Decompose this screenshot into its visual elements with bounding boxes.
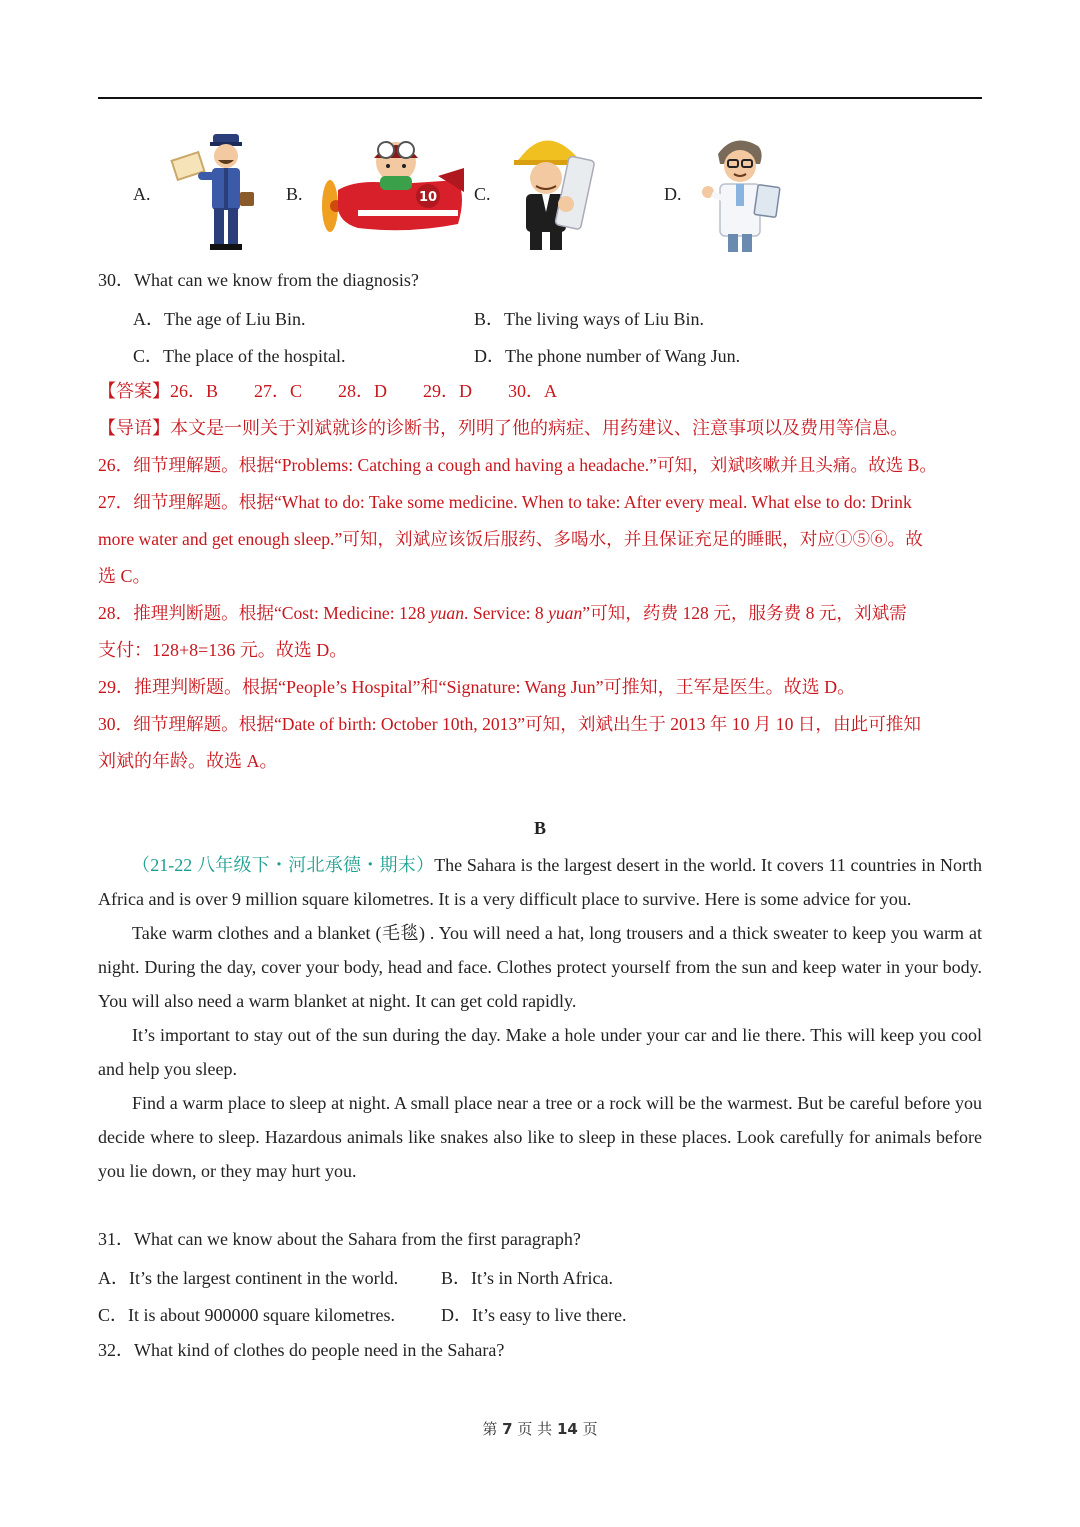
explanation-30-line-2: 刘斌的年龄。故选 A。 xyxy=(98,751,278,771)
option-d-label: D. xyxy=(664,184,682,204)
q31-option-a: A．It’s the largest continent in the world. xyxy=(98,1268,399,1288)
q31-question: 31．What can we know about the Sahara from the first paragraph? xyxy=(98,1229,581,1249)
pilot-plane-figure-icon xyxy=(318,128,468,256)
explanation-29: 29．推理判断题。根据“People’s Hospital”和“Signature: Wang Jun”可推知，王军是医生。故选 D。 xyxy=(98,677,856,697)
q31-option-d: D．It’s easy to live there. xyxy=(441,1305,627,1325)
e28-part-1: 28．推理判断题。根据“Cost: Medicine: 128 xyxy=(98,603,430,623)
q31-option-b: B．It’s in North Africa. xyxy=(441,1268,613,1288)
passage-paragraph-4: Find a warm place to sleep at night. A small place near a tree or a rock will be the warmest. But be careful before you decide where to sleep. Hazardous animals like snakes also like to sleep in these places. Look carefully for animals before you lie down, or they may hurt you. xyxy=(98,1093,982,1181)
footer-post: 页 xyxy=(582,1420,598,1438)
guide-line xyxy=(98,416,908,440)
explanation-27-line-2: more water and get enough sleep.”可知，刘斌应该饭后服药、多喝水，并且保证充足的睡眠，对应①⑤⑥。故 xyxy=(98,529,923,549)
guide-text: 本文是一则关于刘斌就诊的诊断书，列明了他的病症、用药建议、注意事项以及费用等信息。 xyxy=(170,418,908,438)
footer-total-pages: 14 xyxy=(556,1420,578,1438)
section-b-passage xyxy=(98,848,982,1188)
answer-text: 26．B 27．C 28．D 29．D 30．A xyxy=(170,381,558,401)
explanation-28-line-1 xyxy=(98,601,907,625)
explanation-28-line-2: 支付：128+8=136 元。故选 D。 xyxy=(98,640,348,660)
q30-question: 30．What can we know from the diagnosis? xyxy=(98,270,419,290)
q30-option-b: B．The living ways of Liu Bin. xyxy=(474,309,704,329)
passage-paragraph-1 xyxy=(98,848,982,916)
passage-paragraph-1-text: The Sahara is the largest desert in the world. It covers 11 countries in North Africa and is over 9 million square kilometres. It is a very difficult place to survive. Here is some advice for you. xyxy=(98,855,982,909)
plane-number: 10 xyxy=(418,190,438,205)
q30-option-c: C．The place of the hospital. xyxy=(133,346,346,366)
answer-tag: 【答案】 xyxy=(98,381,170,401)
explanation-26: 26．细节理解题。根据“Problems: Catching a cough and having a headache.”可知，刘斌咳嗽并且头痛。故选 B。 xyxy=(98,455,937,475)
option-a-label: A. xyxy=(133,184,151,204)
passage-source: （21-22 八年级下・河北承德・期末） xyxy=(132,855,435,875)
q30-option-d: D．The phone number of Wang Jun. xyxy=(474,346,741,366)
q32-question: 32．What kind of clothes do people need in the Sahara? xyxy=(98,1340,505,1360)
passage-paragraph-2: Take warm clothes and a blanket (毛毯) . You will need a hat, long trousers and a thick sweater to keep you warm at night. During the day, cover your body, head and face. Clothes protect yourself from the sun and keep water in your body. You will also need a warm blanket at night. It can get cold rapidly. xyxy=(98,923,982,1011)
footer-mid: 页 共 xyxy=(517,1420,553,1438)
option-b-label: B. xyxy=(286,184,303,204)
page-footer xyxy=(0,1418,1080,1439)
passage-paragraph-3: It’s important to stay out of the sun during the day. Make a hole under your car and lie there. This will keep you cool and help you sleep. xyxy=(98,1025,982,1079)
e28-part-2: . Service: 8 xyxy=(464,603,549,623)
option-c-label: C. xyxy=(474,184,491,204)
answer-line xyxy=(98,379,557,403)
builder-figure-icon xyxy=(506,128,598,256)
q30-option-a: A．The age of Liu Bin. xyxy=(133,309,306,329)
postman-figure-icon xyxy=(168,128,258,256)
explanation-30-line-1: 30．细节理解题。根据“Date of birth: October 10th, 2013”可知，刘斌出生于 2013 年 10 月 10 日，由此可推知 xyxy=(98,714,921,734)
explanation-27-line-1: 27．细节理解题。根据“What to do: Take some medicine. When to take: After every meal. What else to do: Drink xyxy=(98,492,912,512)
doctor-figure-icon xyxy=(698,128,788,256)
guide-tag: 【导语】 xyxy=(98,418,170,438)
e28-yuan-2: yuan xyxy=(548,603,583,623)
footer-page-number: 7 xyxy=(502,1420,513,1438)
section-b-heading: B xyxy=(533,818,546,838)
explanation-27-line-3: 选 C。 xyxy=(98,566,151,586)
picture-options xyxy=(98,128,982,256)
footer-pre: 第 xyxy=(482,1420,498,1438)
e28-yuan-1: yuan xyxy=(429,603,465,623)
e28-part-3: ”可知，药费 128 元，服务费 8 元，刘斌需 xyxy=(582,603,907,623)
q31-option-c: C．It is about 900000 square kilometres. xyxy=(98,1305,395,1325)
header-rule xyxy=(98,97,982,99)
